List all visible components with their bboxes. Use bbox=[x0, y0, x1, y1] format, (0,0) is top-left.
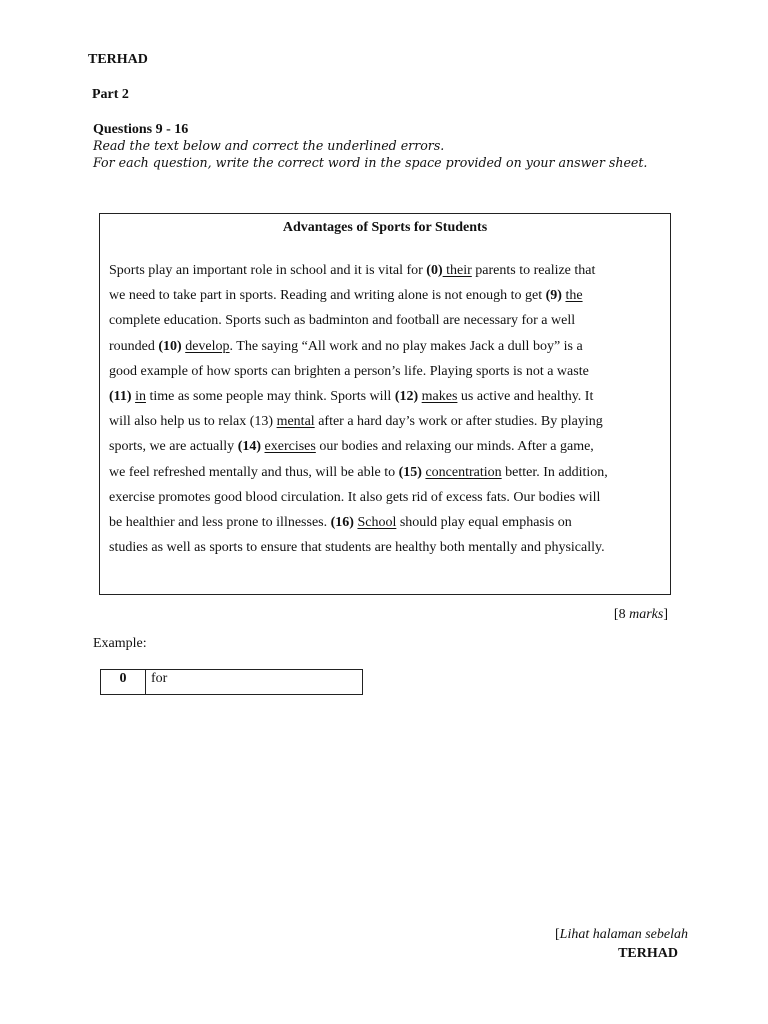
question-number: (10) bbox=[158, 338, 182, 354]
passage-segment: good example of how sports can brighten a person’s life. Playing sports is not a waste bbox=[109, 363, 589, 379]
example-answer: for bbox=[151, 671, 168, 686]
passage-title: Advantages of Sports for Students bbox=[282, 220, 488, 235]
underlined-error: the bbox=[565, 288, 583, 304]
questions-range: Questions 9 - 16 bbox=[93, 122, 189, 137]
underlined-error: in bbox=[135, 388, 146, 404]
example-answer-table bbox=[100, 669, 363, 695]
passage-text bbox=[109, 258, 669, 560]
question-number: (15) bbox=[398, 464, 422, 480]
passage-segment: our bodies and relaxing our minds. After a game, bbox=[315, 439, 594, 455]
passage-segment: time as some people may think. Sports will bbox=[145, 388, 395, 404]
question-number: (11) bbox=[109, 388, 132, 404]
marks-label: [8 marks] bbox=[613, 607, 668, 622]
underlined-error: concentration bbox=[425, 464, 502, 480]
underlined-error: develop bbox=[185, 338, 230, 354]
next-page-note: [Lihat halaman sebelah bbox=[554, 927, 688, 942]
underlined-error: mental bbox=[276, 414, 315, 430]
question-number: (9) bbox=[545, 288, 562, 304]
passage-segment: we need to take part in sports. Reading and writing alone is not enough to get bbox=[109, 288, 546, 304]
header-classification: TERHAD bbox=[88, 52, 148, 67]
passage-segment: after a hard day’s work or after studies. By playing bbox=[314, 414, 603, 430]
underlined-error: their bbox=[442, 263, 472, 278]
passage-segment: rounded bbox=[109, 338, 159, 354]
passage-segment: we feel refreshed mentally and thus, will be able to bbox=[109, 464, 399, 480]
passage-segment: us active and healthy. It bbox=[457, 388, 594, 404]
question-number: (16) bbox=[330, 514, 354, 530]
example-label: Example: bbox=[93, 636, 147, 651]
passage-line bbox=[109, 308, 669, 333]
underlined-error: makes bbox=[421, 388, 458, 404]
passage-line bbox=[109, 334, 669, 359]
question-number: (14) bbox=[237, 439, 262, 455]
instruction-line-1: Read the text below and correct the underlined errors. bbox=[93, 138, 445, 153]
underlined-error: exercises bbox=[264, 439, 316, 455]
passage-segment: studies as well as sports to ensure that students are healthy both mentally and physically. bbox=[109, 540, 605, 556]
passage-line bbox=[109, 485, 669, 510]
passage-line bbox=[109, 409, 669, 434]
underlined-error: School bbox=[357, 514, 397, 530]
passage-segment: parents to realize that bbox=[471, 263, 596, 278]
passage-line bbox=[109, 535, 669, 560]
footer-classification: TERHAD bbox=[618, 946, 678, 961]
passage-segment: be healthier and less prone to illnesses. bbox=[109, 514, 331, 530]
passage-segment: should play equal emphasis on bbox=[396, 514, 572, 530]
passage-line bbox=[109, 460, 669, 485]
example-number: 0 bbox=[101, 670, 146, 694]
instruction-line-2: For each question, write the correct word in the space provided on your answer sheet. bbox=[93, 155, 648, 170]
passage-line bbox=[109, 384, 669, 409]
part-heading: Part 2 bbox=[92, 87, 129, 102]
question-number: (0) bbox=[426, 263, 443, 278]
question-number: (12) bbox=[394, 388, 419, 404]
passage-segment: will also help us to relax (13) bbox=[109, 414, 277, 430]
passage-segment: complete education. Sports such as badminton and football are necessary for a well bbox=[109, 313, 576, 329]
passage-line bbox=[109, 434, 669, 459]
passage-box bbox=[99, 213, 671, 595]
passage-line bbox=[109, 258, 669, 283]
passage-segment: . The saying “All work and no play makes Jack a dull boy” is a bbox=[229, 338, 583, 354]
passage-segment: exercise promotes good blood circulation. It also gets rid of excess fats. Our bodies will bbox=[109, 489, 601, 505]
passage-line bbox=[109, 283, 669, 308]
passage-segment: better. In addition, bbox=[501, 464, 608, 480]
passage-segment: Sports play an important role in school and it is vital for bbox=[109, 263, 427, 278]
passage-line bbox=[109, 359, 669, 384]
passage-line bbox=[109, 510, 669, 535]
passage-segment: sports, we are actually bbox=[109, 439, 238, 455]
